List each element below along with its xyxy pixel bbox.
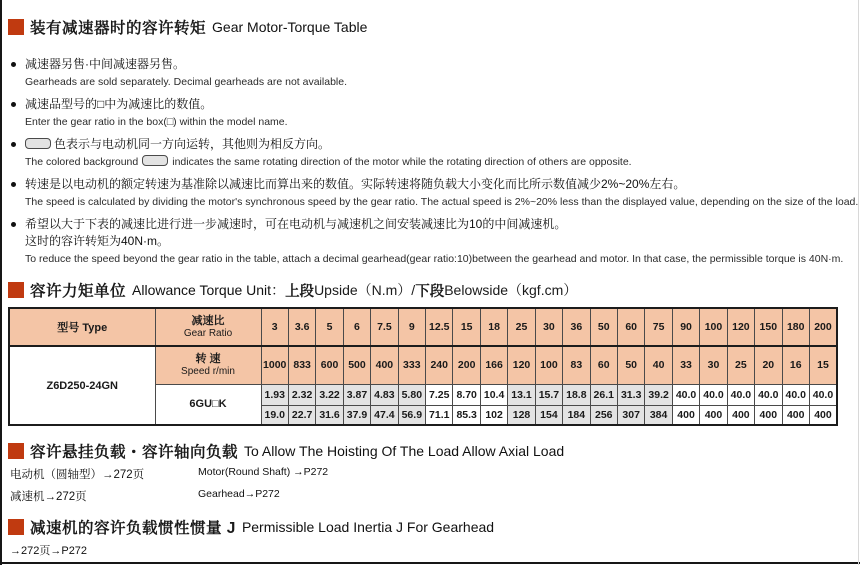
load-inertia-page-link: →272页→P272 bbox=[10, 545, 88, 557]
section-bullet-square-icon bbox=[8, 282, 24, 298]
section-header-load-inertia bbox=[8, 516, 494, 538]
section2-separator: ： bbox=[271, 282, 286, 298]
gear-ratio-cell: 50 bbox=[590, 308, 617, 346]
speed-cell: 15 bbox=[809, 346, 837, 384]
speed-cell: 500 bbox=[343, 346, 370, 384]
speed-cell: 166 bbox=[480, 346, 507, 384]
gear-ratio-cell: 36 bbox=[563, 308, 590, 346]
gear-ratio-cell: 3 bbox=[261, 308, 288, 346]
reference-links bbox=[10, 466, 328, 504]
gear-ratio-cell: 5 bbox=[316, 308, 343, 346]
torque-nm-cell: 2.32 bbox=[288, 384, 315, 405]
torque-kgfcm-cell: 22.7 bbox=[288, 405, 315, 425]
torque-nm-cell: 7.25 bbox=[426, 384, 453, 405]
gearhead-link-en: Gearhead→P272 bbox=[198, 488, 280, 500]
torque-table bbox=[8, 307, 838, 426]
torque-kgfcm-cell: 85.3 bbox=[453, 405, 480, 425]
section-bullet-square-icon bbox=[8, 19, 24, 35]
gear-ratio-cell: 3.6 bbox=[288, 308, 315, 346]
colored-background-swatch-icon bbox=[25, 138, 51, 149]
section2-lower-zh: 下段 bbox=[415, 283, 445, 300]
note-gear-ratio-box bbox=[10, 96, 856, 131]
torque-nm-cell: 3.22 bbox=[316, 384, 343, 405]
torque-nm-cell: 10.4 bbox=[480, 384, 507, 405]
speed-header bbox=[155, 346, 261, 384]
torque-nm-cell: 8.70 bbox=[453, 384, 480, 405]
gearhead-model-cell: 6GU□K bbox=[155, 384, 261, 425]
speed-cell: 20 bbox=[755, 346, 782, 384]
gear-ratio-header bbox=[155, 308, 261, 346]
torque-kgfcm-cell: 384 bbox=[645, 405, 672, 425]
page-left-border bbox=[0, 0, 2, 565]
speed-cell: 833 bbox=[288, 346, 315, 384]
page-bottom-border bbox=[0, 562, 860, 564]
note-en: Enter the gear ratio in the box(□) within the model name. bbox=[25, 116, 288, 128]
gear-ratio-cell: 30 bbox=[535, 308, 562, 346]
speed-cell: 600 bbox=[316, 346, 343, 384]
torque-nm-cell: 15.7 bbox=[535, 384, 562, 405]
note-zh: 减速器另售·中间减速器另售。 bbox=[10, 56, 856, 73]
torque-kgfcm-cell: 154 bbox=[535, 405, 562, 425]
note-en: Gearheads are sold separately. Decimal gearheads are not available. bbox=[25, 76, 347, 88]
gear-ratio-cell: 90 bbox=[672, 308, 699, 346]
page-right-border bbox=[858, 0, 859, 565]
speed-cell: 400 bbox=[371, 346, 398, 384]
gear-ratio-cell: 75 bbox=[645, 308, 672, 346]
torque-kgfcm-cell: 71.1 bbox=[426, 405, 453, 425]
torque-kgfcm-cell: 307 bbox=[617, 405, 644, 425]
torque-nm-cell: 40.0 bbox=[672, 384, 699, 405]
note-speed-calculation bbox=[10, 176, 859, 211]
section4-title-zh: 减速机的容许负载惯性惯量 J bbox=[30, 520, 236, 537]
section-header-allowance-torque-unit bbox=[8, 279, 577, 301]
speed-cell: 33 bbox=[672, 346, 699, 384]
torque-table-wrapper bbox=[8, 307, 838, 426]
torque-kgfcm-cell: 400 bbox=[782, 405, 809, 425]
torque-kgfcm-cell: 400 bbox=[755, 405, 782, 425]
motor-round-shaft-link-zh: 电动机（圆轴型）→272页 bbox=[10, 469, 145, 481]
notes-list bbox=[10, 56, 859, 273]
speed-cell: 333 bbox=[398, 346, 425, 384]
section2-title-en: Allowance Torque Unit bbox=[132, 282, 272, 298]
note-en-post: indicates the same rotating direction of the motor while the rotating direction of others are opposite. bbox=[172, 156, 632, 168]
torque-kgfcm-cell: 400 bbox=[700, 405, 727, 425]
type-column-header: 型号 Type bbox=[9, 308, 155, 346]
speed-cell: 100 bbox=[535, 346, 562, 384]
section1-title-en: Gear Motor-Torque Table bbox=[212, 19, 368, 35]
gear-ratio-cell: 60 bbox=[617, 308, 644, 346]
torque-nm-cell: 18.8 bbox=[563, 384, 590, 405]
torque-kgfcm-cell: 56.9 bbox=[398, 405, 425, 425]
gear-ratio-cell: 100 bbox=[700, 308, 727, 346]
torque-nm-cell: 3.87 bbox=[343, 384, 370, 405]
torque-nm-cell: 5.80 bbox=[398, 384, 425, 405]
torque-kgfcm-cell: 400 bbox=[809, 405, 837, 425]
speed-cell: 240 bbox=[426, 346, 453, 384]
torque-kgfcm-cell: 102 bbox=[480, 405, 507, 425]
note-en bbox=[10, 154, 856, 171]
gearhead-link-zh: 减速机→272页 bbox=[10, 491, 87, 503]
gear-ratio-cell: 150 bbox=[755, 308, 782, 346]
torque-nm-cell: 1.93 bbox=[261, 384, 288, 405]
section-header-gear-motor-torque bbox=[8, 16, 367, 38]
torque-kgfcm-cell: 184 bbox=[563, 405, 590, 425]
colored-background-swatch-icon bbox=[142, 155, 168, 166]
torque-kgfcm-cell: 31.6 bbox=[316, 405, 343, 425]
torque-kgfcm-cell: 128 bbox=[508, 405, 535, 425]
gear-ratio-header-zh: 减速比 bbox=[191, 314, 225, 327]
speed-cell: 83 bbox=[563, 346, 590, 384]
section2-lower-en: Belowside（kgf.cm） bbox=[444, 282, 578, 298]
speed-cell: 60 bbox=[590, 346, 617, 384]
speed-cell: 25 bbox=[727, 346, 754, 384]
note-en-pre: The colored background bbox=[25, 156, 139, 168]
torque-nm-cell: 40.0 bbox=[809, 384, 837, 405]
torque-nm-cell: 31.3 bbox=[617, 384, 644, 405]
motor-round-shaft-link-en: Motor(Round Shaft) →P272 bbox=[198, 466, 329, 478]
section2-upper-zh: 上段 bbox=[285, 283, 315, 300]
gear-ratio-header-en: Gear Ratio bbox=[183, 327, 233, 339]
torque-kgfcm-cell: 47.4 bbox=[371, 405, 398, 425]
torque-kgfcm-cell: 19.0 bbox=[261, 405, 288, 425]
speed-cell: 16 bbox=[782, 346, 809, 384]
speed-cell: 30 bbox=[700, 346, 727, 384]
note-en: The speed is calculated by dividing the motor's synchronous speed by the gear ratio. The actual speed is 2%~20% less than the displayed value, depending on the size of the load. bbox=[25, 196, 859, 208]
speed-cell: 200 bbox=[453, 346, 480, 384]
torque-nm-cell: 13.1 bbox=[508, 384, 535, 405]
note-decimal-gearhead bbox=[10, 216, 856, 268]
section-bullet-square-icon bbox=[8, 519, 24, 535]
torque-kgfcm-cell: 256 bbox=[590, 405, 617, 425]
gear-ratio-cell: 180 bbox=[782, 308, 809, 346]
speed-cell: 40 bbox=[645, 346, 672, 384]
note-zh: 减速品型号的□中为减速比的数值。 bbox=[10, 96, 856, 113]
speed-header-en: Speed r/min bbox=[181, 365, 235, 377]
section-bullet-square-icon bbox=[8, 443, 24, 459]
note-gearheads-sold-separately bbox=[10, 56, 856, 91]
torque-nm-cell: 4.83 bbox=[371, 384, 398, 405]
section2-upper-en: Upside（N.m）/ bbox=[314, 282, 416, 298]
note-zh: 转速是以电动机的额定转速为基准除以减速比而算出来的数值。实际转速将随负载大小变化而比所示数值减少2%~20%左右。 bbox=[10, 176, 856, 193]
torque-nm-cell: 40.0 bbox=[782, 384, 809, 405]
note-zh-line2: 这时的容许转矩为40N·m。 bbox=[25, 234, 170, 248]
gear-ratio-cell: 25 bbox=[508, 308, 535, 346]
note-zh-text: 色表示与电动机同一方向运转，其他则为相反方向。 bbox=[54, 137, 331, 151]
torque-kgfcm-cell: 400 bbox=[727, 405, 754, 425]
gear-ratio-cell: 9 bbox=[398, 308, 425, 346]
gear-ratio-cell: 200 bbox=[809, 308, 837, 346]
gear-ratio-cell: 6 bbox=[343, 308, 370, 346]
torque-nm-cell: 40.0 bbox=[727, 384, 754, 405]
torque-kgfcm-cell: 400 bbox=[672, 405, 699, 425]
speed-cell: 50 bbox=[617, 346, 644, 384]
torque-nm-cell: 40.0 bbox=[700, 384, 727, 405]
note-colored-background bbox=[10, 136, 856, 171]
speed-header-zh: 转 速 bbox=[195, 352, 221, 365]
note-zh-line1: 希望以大于下表的减速比进行进一步减速时，可在电动机与减速机之间安装减速比为10的中间减速机。 bbox=[10, 216, 856, 233]
note-en: To reduce the speed beyond the gear ratio in the table, attach a decimal gearhead(gear ratio:10)between the gearhead and motor. In that case, the permissible torque is 40N·m. bbox=[25, 253, 844, 265]
torque-nm-cell: 39.2 bbox=[645, 384, 672, 405]
section4-title-en: Permissible Load Inertia J For Gearhead bbox=[241, 519, 495, 535]
section3-title-zh: 容许悬挂负载・容许轴向负载 bbox=[30, 444, 239, 461]
model-name-cell: Z6D250-24GN bbox=[9, 346, 155, 425]
gear-ratio-cell: 18 bbox=[480, 308, 507, 346]
gear-ratio-cell: 120 bbox=[727, 308, 754, 346]
torque-nm-cell: 26.1 bbox=[590, 384, 617, 405]
gear-ratio-cell: 7.5 bbox=[371, 308, 398, 346]
speed-cell: 1000 bbox=[261, 346, 288, 384]
note-zh bbox=[10, 136, 856, 153]
section1-title-zh: 装有减速器时的容许转矩 bbox=[30, 20, 207, 37]
speed-cell: 120 bbox=[508, 346, 535, 384]
section-header-hoisting-axial-load bbox=[8, 440, 564, 462]
section2-title-zh: 容许力矩单位 bbox=[30, 283, 127, 300]
torque-nm-cell: 40.0 bbox=[755, 384, 782, 405]
gear-ratio-cell: 12.5 bbox=[426, 308, 453, 346]
section3-title-en: To Allow The Hoisting Of The Load Allow Axial Load bbox=[244, 443, 565, 459]
gear-ratio-cell: 15 bbox=[453, 308, 480, 346]
torque-kgfcm-cell: 37.9 bbox=[343, 405, 370, 425]
